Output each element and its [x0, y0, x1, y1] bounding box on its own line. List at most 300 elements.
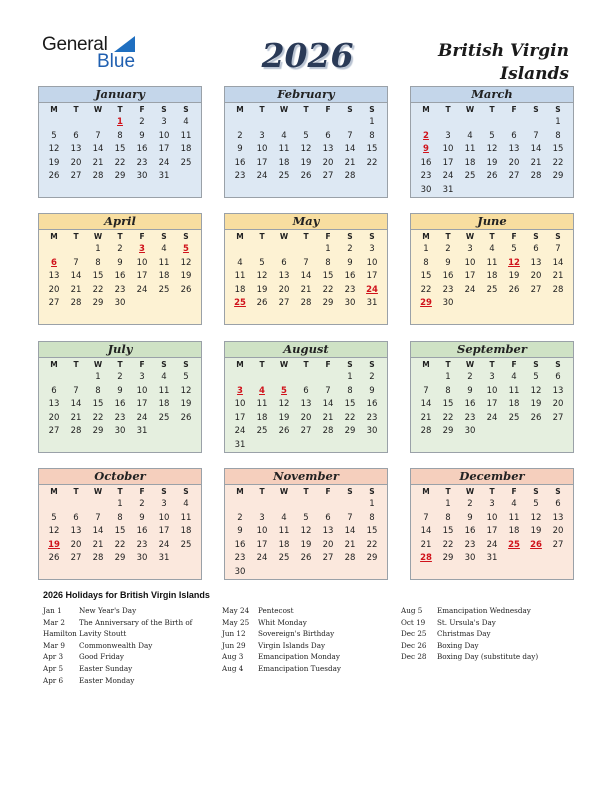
day: 26 — [180, 284, 192, 295]
weekday-header: F — [511, 232, 517, 241]
day: 22 — [114, 157, 126, 168]
day: 7 — [73, 385, 79, 396]
day: 8 — [95, 385, 101, 396]
day: 28 — [530, 171, 542, 182]
day: 12 — [48, 526, 60, 537]
day: 6 — [555, 372, 561, 382]
weekday-header: M — [236, 232, 244, 241]
weekday-header: M — [422, 360, 430, 369]
day: 9 — [117, 385, 123, 396]
holiday-date: Aug 5 — [401, 606, 423, 615]
weekday-header: S — [161, 105, 167, 114]
day: 24 — [464, 284, 476, 295]
weekday-header: T — [117, 487, 123, 496]
holiday-name: Emancipation Wednesday — [437, 606, 531, 615]
day: 26 — [300, 171, 312, 182]
holiday-name: Easter Sunday — [79, 663, 133, 673]
day: 17 — [256, 157, 268, 168]
month-title: July — [39, 342, 201, 358]
day: 15 — [92, 271, 104, 282]
day: 6 — [533, 244, 539, 254]
day: 27 — [508, 171, 520, 182]
day: 14 — [420, 526, 432, 537]
day: 19 — [256, 284, 268, 295]
day: 30 — [420, 184, 432, 195]
day: 1 — [423, 244, 429, 254]
weekday-header: S — [369, 232, 375, 241]
day: 1 — [95, 244, 101, 254]
weekday-header: S — [347, 232, 353, 241]
day: 28 — [92, 171, 104, 182]
empty-day — [415, 371, 437, 385]
day: 24 — [158, 157, 170, 168]
month-title: June — [411, 214, 573, 230]
month-title: March — [411, 87, 573, 103]
day: 6 — [51, 385, 57, 396]
weekday-header: T — [445, 232, 451, 241]
day: 24 — [234, 426, 246, 437]
day: 16 — [464, 399, 476, 410]
day: 5 — [51, 512, 57, 523]
day: 30 — [136, 171, 148, 182]
empty-day — [481, 116, 503, 130]
day: 20 — [552, 399, 564, 410]
day: 5 — [303, 512, 309, 523]
day: 4 — [183, 499, 189, 509]
day: 25 — [180, 539, 192, 550]
day: 9 — [139, 130, 145, 141]
day: 31 — [442, 184, 454, 195]
month-february — [224, 86, 388, 198]
country-line-2: Islands — [500, 64, 569, 84]
empty-day — [229, 371, 251, 385]
day: 2 — [139, 499, 145, 509]
day: 20 — [48, 284, 60, 295]
day: 30 — [234, 566, 246, 577]
empty-day — [87, 116, 109, 130]
logo-word-blue: Blue — [97, 51, 136, 72]
day: 15 — [366, 526, 378, 537]
day: 3 — [161, 117, 167, 127]
empty-day — [295, 371, 317, 385]
day: 9 — [369, 385, 375, 396]
day: 11 — [234, 271, 246, 282]
day: 11 — [508, 512, 520, 523]
day: 2 — [139, 117, 145, 127]
weekday-header: S — [533, 487, 539, 496]
day: 21 — [92, 157, 104, 168]
holidays-title: 2026 Holidays for British Virgin Islands — [43, 590, 210, 600]
day: 6 — [325, 130, 331, 141]
day: 24 — [158, 539, 170, 550]
day: 15 — [442, 526, 454, 537]
day: 5 — [533, 372, 539, 382]
day: 18 — [158, 399, 170, 410]
month-title: February — [225, 87, 387, 103]
day: 3 — [161, 499, 167, 509]
day: 17 — [486, 526, 498, 537]
weekday-header: W — [93, 105, 103, 114]
weekday-header: S — [555, 360, 561, 369]
month-days-grid — [39, 230, 201, 311]
day: 14 — [92, 526, 104, 537]
month-july — [38, 341, 202, 453]
day: 28 — [344, 171, 356, 182]
day: 17 — [442, 157, 454, 168]
day: 16 — [136, 526, 148, 537]
day: 11 — [180, 130, 192, 141]
day: 21 — [344, 157, 356, 168]
month-days-grid — [411, 485, 573, 566]
day: 14 — [344, 526, 356, 537]
holiday-date: Jun 29 — [222, 640, 246, 650]
weekday-header: M — [236, 487, 244, 496]
weekday-header: T — [117, 105, 123, 114]
day: 19 — [180, 271, 192, 282]
weekday-header: W — [93, 487, 103, 496]
month-days-grid — [39, 485, 201, 566]
day: 27 — [70, 553, 82, 564]
day: 17 — [136, 399, 148, 410]
empty-day — [43, 116, 65, 130]
holiday-date: May 24 — [222, 606, 250, 615]
day: 12 — [48, 144, 60, 155]
day: 22 — [442, 412, 454, 423]
day: 19 — [530, 399, 542, 410]
month-title: December — [411, 469, 573, 485]
brand-logo — [42, 34, 142, 74]
holiday-name: Boxing Day — [437, 640, 479, 650]
day: 28 — [344, 553, 356, 564]
day: 27 — [552, 412, 564, 423]
weekday-header: S — [347, 105, 353, 114]
day: 15 — [420, 271, 432, 282]
day: 11 — [464, 144, 476, 155]
day: 21 — [552, 271, 564, 282]
day: 26 — [300, 553, 312, 564]
weekday-header: T — [303, 105, 309, 114]
holiday-row — [43, 675, 135, 687]
day: 14 — [530, 144, 542, 155]
day: 8 — [369, 512, 375, 523]
weekday-header: F — [139, 360, 145, 369]
day: 20 — [300, 412, 312, 423]
day: 4 — [161, 372, 167, 382]
weekday-header: F — [325, 360, 331, 369]
holiday-name-continuation: Hamilton Lavity Stoutt — [43, 629, 127, 639]
day: 2 — [369, 372, 375, 382]
weekday-header: M — [50, 105, 58, 114]
day: 27 — [48, 426, 60, 437]
day: 9 — [237, 144, 243, 155]
weekday-header: S — [555, 487, 561, 496]
weekday-header: S — [161, 360, 167, 369]
day: 2 — [117, 244, 123, 254]
holiday-name: Commonwealth Day — [79, 640, 153, 650]
weekday-header: M — [50, 487, 58, 496]
day: 28 — [552, 284, 564, 295]
day: 11 — [180, 512, 192, 523]
day: 14 — [420, 399, 432, 410]
day: 16 — [442, 271, 454, 282]
weekday-header: W — [93, 360, 103, 369]
day: 9 — [467, 385, 473, 396]
day: 16 — [234, 539, 246, 550]
holiday-date: Dec 26 — [401, 640, 427, 650]
day: 7 — [73, 257, 79, 268]
logo-triangle-icon — [114, 36, 135, 52]
weekday-header: S — [555, 105, 561, 114]
month-days-grid — [411, 103, 573, 198]
weekday-header: S — [369, 487, 375, 496]
day: 5 — [533, 499, 539, 509]
day: 1 — [369, 499, 375, 509]
day: 13 — [48, 399, 60, 410]
weekday-header: T — [489, 232, 495, 241]
holiday-name: The Anniversary of the Birth of — [79, 617, 193, 627]
day: 18 — [278, 157, 290, 168]
day: 14 — [344, 144, 356, 155]
empty-day — [273, 498, 295, 512]
day: 17 — [136, 271, 148, 282]
day: 8 — [555, 130, 561, 141]
day: 6 — [303, 385, 309, 396]
day: 20 — [508, 157, 520, 168]
day: 4 — [511, 499, 517, 509]
day: 29 — [442, 426, 454, 437]
day: 22 — [114, 539, 126, 550]
day: 27 — [48, 298, 60, 309]
day: 8 — [347, 385, 353, 396]
day: 26 — [508, 284, 520, 295]
day: 21 — [70, 412, 82, 423]
day: 17 — [464, 271, 476, 282]
day: 28 — [70, 298, 82, 309]
empty-day — [415, 498, 437, 512]
empty-day — [339, 116, 361, 130]
day: 21 — [530, 157, 542, 168]
month-november — [224, 468, 388, 580]
holiday-day: 12 — [508, 257, 520, 268]
weekday-header: T — [489, 487, 495, 496]
holiday-day: 25 — [234, 298, 246, 309]
day: 26 — [278, 426, 290, 437]
holiday-day: 26 — [530, 539, 542, 550]
empty-day — [65, 243, 87, 257]
day: 20 — [322, 539, 334, 550]
day: 28 — [92, 553, 104, 564]
day: 10 — [136, 257, 148, 268]
day: 10 — [256, 526, 268, 537]
day: 13 — [530, 257, 542, 268]
weekday-header: T — [303, 487, 309, 496]
day: 19 — [278, 412, 290, 423]
day: 11 — [158, 257, 170, 268]
day: 8 — [117, 130, 123, 141]
day: 31 — [158, 553, 170, 564]
day: 14 — [552, 257, 564, 268]
day: 17 — [486, 399, 498, 410]
day: 3 — [489, 372, 495, 382]
day: 16 — [114, 399, 126, 410]
day: 1 — [555, 117, 561, 127]
day: 21 — [344, 539, 356, 550]
empty-day — [317, 371, 339, 385]
month-january — [38, 86, 202, 198]
day: 9 — [117, 257, 123, 268]
day: 13 — [322, 144, 334, 155]
day: 7 — [423, 385, 429, 396]
day: 27 — [300, 426, 312, 437]
month-days-grid — [411, 358, 573, 439]
empty-day — [87, 498, 109, 512]
day: 23 — [464, 539, 476, 550]
holiday-row — [43, 640, 153, 652]
day: 16 — [366, 399, 378, 410]
day: 13 — [552, 512, 564, 523]
day: 7 — [325, 385, 331, 396]
day: 30 — [442, 298, 454, 309]
day: 17 — [256, 539, 268, 550]
month-days-grid — [39, 358, 201, 439]
day: 21 — [420, 539, 432, 550]
day: 17 — [234, 412, 246, 423]
holiday-day: 3 — [139, 244, 145, 254]
weekday-header: F — [511, 360, 517, 369]
day: 16 — [344, 271, 356, 282]
weekday-header: T — [489, 105, 495, 114]
day: 16 — [234, 157, 246, 168]
day: 27 — [278, 298, 290, 309]
holiday-column — [43, 605, 193, 686]
holiday-date: Mar 9 — [43, 640, 65, 650]
day: 15 — [366, 144, 378, 155]
day: 16 — [464, 526, 476, 537]
holiday-day: 9 — [423, 144, 429, 155]
day: 21 — [70, 284, 82, 295]
day: 22 — [344, 412, 356, 423]
day: 15 — [92, 399, 104, 410]
day: 19 — [508, 271, 520, 282]
day: 9 — [139, 512, 145, 523]
day: 22 — [420, 284, 432, 295]
day: 22 — [552, 157, 564, 168]
weekday-header: W — [465, 487, 475, 496]
month-days-grid — [225, 230, 387, 311]
weekday-header: T — [303, 360, 309, 369]
weekday-header: S — [533, 232, 539, 241]
month-days-grid — [411, 230, 573, 311]
day: 12 — [486, 144, 498, 155]
day: 11 — [278, 144, 290, 155]
day: 11 — [278, 526, 290, 537]
holiday-name: Emancipation Tuesday — [258, 663, 341, 673]
empty-day — [295, 243, 317, 257]
day: 1 — [347, 372, 353, 382]
day: 2 — [117, 372, 123, 382]
holiday-day: 28 — [420, 553, 432, 564]
holiday-date: Apr 5 — [43, 663, 64, 673]
day: 9 — [347, 257, 353, 268]
day: 1 — [445, 372, 451, 382]
day: 2 — [237, 512, 243, 523]
empty-day — [317, 498, 339, 512]
holiday-name: Good Friday — [79, 652, 124, 662]
empty-day — [415, 116, 437, 130]
day: 18 — [508, 526, 520, 537]
day: 23 — [420, 171, 432, 182]
day: 24 — [136, 412, 148, 423]
day: 4 — [161, 244, 167, 254]
empty-day — [43, 243, 65, 257]
weekday-header: T — [117, 232, 123, 241]
day: 7 — [423, 512, 429, 523]
weekday-header: S — [161, 232, 167, 241]
day: 22 — [366, 157, 378, 168]
day: 5 — [511, 244, 517, 254]
day: 12 — [256, 271, 268, 282]
weekday-header: F — [511, 105, 517, 114]
weekday-header: M — [422, 105, 430, 114]
day: 26 — [48, 171, 60, 182]
month-days-grid — [225, 358, 387, 453]
day: 30 — [114, 426, 126, 437]
empty-day — [273, 116, 295, 130]
weekday-header: S — [533, 360, 539, 369]
holiday-day: 1 — [117, 117, 123, 127]
day: 25 — [508, 412, 520, 423]
day: 3 — [259, 512, 265, 523]
weekday-header: T — [73, 487, 79, 496]
month-april — [38, 213, 202, 325]
day: 8 — [445, 512, 451, 523]
empty-day — [229, 116, 251, 130]
day: 10 — [442, 144, 454, 155]
holiday-date: Apr 6 — [43, 675, 64, 685]
day: 27 — [70, 171, 82, 182]
day: 4 — [183, 117, 189, 127]
day: 20 — [48, 412, 60, 423]
day: 5 — [259, 257, 265, 268]
day: 19 — [486, 157, 498, 168]
weekday-header: W — [279, 487, 289, 496]
day: 28 — [70, 426, 82, 437]
day: 24 — [136, 284, 148, 295]
empty-day — [295, 498, 317, 512]
day: 10 — [136, 385, 148, 396]
empty-day — [229, 498, 251, 512]
day: 24 — [486, 412, 498, 423]
day: 19 — [180, 399, 192, 410]
empty-day — [525, 116, 547, 130]
day: 12 — [530, 385, 542, 396]
country-title — [389, 40, 569, 86]
day: 12 — [278, 399, 290, 410]
month-september — [410, 341, 574, 453]
weekday-header: F — [511, 487, 517, 496]
day: 21 — [92, 539, 104, 550]
day: 15 — [114, 526, 126, 537]
day: 18 — [180, 144, 192, 155]
day: 3 — [445, 130, 451, 141]
holiday-date: Aug 3 — [222, 652, 244, 662]
day: 19 — [530, 526, 542, 537]
day: 14 — [300, 271, 312, 282]
weekday-header: W — [465, 232, 475, 241]
weekday-header: S — [533, 105, 539, 114]
day: 24 — [256, 553, 268, 564]
weekday-header: T — [117, 360, 123, 369]
